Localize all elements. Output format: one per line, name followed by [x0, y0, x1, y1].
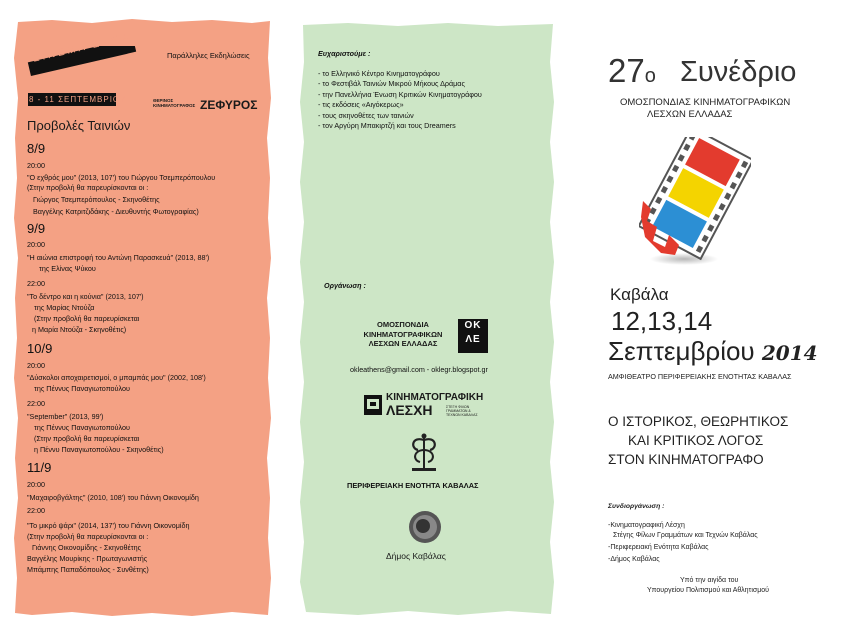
region-emblem-icon: [406, 432, 442, 474]
coorg-item: Στέγης Φίλων Γραμμάτων και Τεχνών Καβάλας: [613, 532, 758, 539]
screening-time: 22:00: [27, 399, 45, 408]
screening-line: η Πέννυ Παναγιωτοπούλου - Σκηνοθέτις): [34, 445, 164, 454]
screening-line: της Μαρίας Ντούζα: [34, 303, 95, 312]
city: Καβάλα: [610, 285, 669, 304]
conference-month: Σεπτεμβρίου 2014: [608, 336, 818, 366]
cinema-name: ΖΕΦΥΡΟΣ: [200, 98, 258, 112]
region-name: ΠΕΡΙΦΕΡΕΙΑΚΗ ΕΝΟΤΗΤΑ ΚΑΒΑΛΑΣ: [347, 481, 479, 490]
thanks-item: - το Ελληνικό Κέντρο Κινηματογράφου: [318, 69, 440, 78]
screening-line: "Το μικρό ψάρι" (2014, 137') του Γιάννη Οικονομίδη: [27, 521, 190, 530]
film-camera-icon: [364, 395, 382, 415]
sinema-xana-logo-text: ΣΙΝΕΜΑ ΞΑΝΑ: [32, 31, 133, 65]
screening-line: της Πέννυς Παναγιωτοπούλου: [34, 384, 130, 393]
parallel-events-label: Παράλληλες Εκδηλώσεις: [167, 51, 250, 60]
day-heading: 11/9: [27, 460, 52, 475]
screening-line: "Δύσκολοι αποχαιρετισμοί, ο μπαμπάς μου" (2002, 108'): [27, 373, 206, 382]
theme-line1: Ο ΙΣΤΟΡΙΚΟΣ, ΘΕΩΡΗΤΙΚΟΣ: [608, 414, 789, 429]
film-strip-logo: [639, 137, 751, 267]
thanks-title: Ευχαριστούμε :: [318, 49, 371, 58]
thanks-item: - το Φεστιβάλ Ταινιών Μικρού Μήκους Δράμας: [318, 79, 465, 88]
screening-time: 22:00: [27, 506, 45, 515]
screening-line: "Η αιώνια επιστροφή του Αντώνη Παρασκευά" (2013, 88'): [27, 253, 210, 262]
coorg-item: -Περιφερειακή Ενότητα Καβάλας: [608, 544, 709, 551]
screenings-panel: [12, 18, 274, 618]
screening-line: Βαγγέλης Μουρίκης - Πρωταγωνιστής: [27, 554, 148, 563]
screening-line: Γιώργος Τσεμπερόπουλος - Σκηνοθέτης: [33, 195, 160, 204]
okle-logo: ΟΚ ΛΕ: [458, 319, 488, 353]
day-heading: 10/9: [27, 341, 53, 356]
screening-line: "Το δέντρο και η κούνια" (2013, 107'): [27, 292, 144, 301]
screening-time: 20:00: [27, 480, 45, 489]
screening-line: (Στην προβολή θα παρευρίσκεται: [34, 434, 140, 443]
okle-name: ΟΜΟΣΠΟΝΔΙΑ ΚΙΝΗΜΑΤΟΓΡΑΦΙΚΩΝ ΛΕΣΧΩΝ ΕΛΛΑΔΑΣ: [363, 320, 443, 348]
screening-time: 20:00: [27, 361, 45, 370]
screening-line: "Μαχαιροβγάλτης" (2010, 108') του Γιάννη Οικονομίδη: [27, 493, 199, 502]
conference-dates: 12,13,14: [611, 306, 713, 336]
thanks-item: - τους σκηνοθέτες των ταινιών: [318, 111, 414, 120]
screening-line: (Στην προβολή θα παρευρίσκονται οι :: [27, 183, 149, 192]
coorg-title: Συνδιοργάνωση :: [608, 503, 665, 510]
thanks-item: - την Πανελλήνια Ένωση Κριτικών Κινηματογράφου: [318, 90, 482, 99]
screening-line: (Στην προβολή θα παρευρίσκεται: [34, 314, 140, 323]
screening-line: Γιάννης Οικονομίδης - Σκηνοθέτης: [32, 543, 142, 552]
screening-line: "Ο εχθρός μου" (2013, 107') του Γιώργου Τσεμπερόπουλου: [27, 173, 216, 182]
lesxi-top: ΚΙΝΗΜΑΤΟΓΡΑΦΙΚΗ: [386, 392, 484, 403]
screening-line: Βαγγέλης Κατριτζιδάκης - Διευθυντής Φωτογραφίας): [33, 207, 199, 216]
lesxi-logo: [364, 392, 490, 422]
screening-line: Μπάμπης Παπαδόπουλος - Συνθέτης): [27, 565, 149, 574]
screening-line: της Ελίνας Ψύκου: [39, 264, 96, 273]
sinema-dates-logo-text: 8 - 11 ΣΕΠΤΕΜΒΡΙΟΥ: [29, 95, 127, 104]
lesxi-bottom: ΛΕΣΧΗ: [386, 402, 433, 418]
theme-line2: ΚΑΙ ΚΡΙΤΙΚΟΣ ΛΟΓΟΣ: [628, 433, 764, 448]
venue: ΑΜΦΙΘΕΑΤΡΟ ΠΕΡΙΦΕΡΕΙΑΚΗΣ ΕΝΟΤΗΤΑΣ ΚΑΒΑΛΑΣ: [608, 372, 792, 381]
conference-number: 27ο: [608, 52, 656, 89]
municipality-name: Δήμος Καβάλας: [386, 551, 446, 561]
cover-panel: [596, 42, 856, 622]
open-air-cinema-label: ΘΕΡΙΝΟΣ ΚΙΝΗΜΑΤΟΓΡΑΦΟΣ: [153, 98, 196, 108]
theme-line3: ΣΤΟΝ ΚΙΝΗΜΑΤΟΓΡΑΦΟ: [608, 452, 764, 467]
lesxi-small: ΣΤΕΓΗ ΦΙΛΩΝ ΓΡΑΜΜΑΤΩΝ & ΤΕΧΝΩΝ ΚΑΒΑΛΑΣ: [446, 405, 478, 417]
screenings-title: Προβολές Ταινιών: [27, 118, 131, 133]
coorg-item: -Κινηματογραφική Λέσχη: [608, 522, 685, 529]
screening-line: η Μαρία Ντούζα - Σκηνοθέτις): [32, 325, 127, 334]
coorg-item: -Δήμος Καβάλας: [608, 556, 660, 563]
thanks-item: - τις εκδόσεις «Αιγόκερως»: [318, 100, 404, 109]
screening-time: 20:00: [27, 161, 45, 170]
day-heading: 8/9: [27, 141, 46, 156]
organization-panel: [298, 22, 556, 616]
federation-line2: ΛΕΣΧΩΝ ΕΛΛΑΔΑΣ: [647, 109, 733, 120]
municipality-coin-icon: [408, 510, 442, 544]
auspices-line1: Υπό την αιγίδα του: [680, 577, 739, 584]
auspices-line2: Υπουργείου Πολιτισμού και Αθλητισμού: [647, 587, 769, 594]
screening-line: (Στην προβολή θα παρευρίσκονται οι :: [27, 532, 149, 541]
thanks-item: - τον Αργύρη Μπακιρτζή και τους Dreamers: [318, 121, 456, 130]
screening-time: 22:00: [27, 279, 45, 288]
screening-line: της Πέννυς Παναγιωτοπούλου: [34, 423, 130, 432]
contact-info: okleathens@gmail.com - oklegr.blogspot.gr: [350, 365, 488, 374]
organization-title: Οργάνωση :: [324, 281, 366, 290]
day-heading: 9/9: [27, 221, 46, 236]
federation-line1: ΟΜΟΣΠΟΝΔΙΑΣ ΚΙΝΗΜΑΤΟΓΡΑΦΙΚΩΝ: [620, 97, 791, 108]
screening-line: "September" (2013, 99'): [27, 412, 104, 421]
conference-word: Συνέδριο: [680, 56, 797, 88]
screening-time: 20:00: [27, 240, 45, 249]
